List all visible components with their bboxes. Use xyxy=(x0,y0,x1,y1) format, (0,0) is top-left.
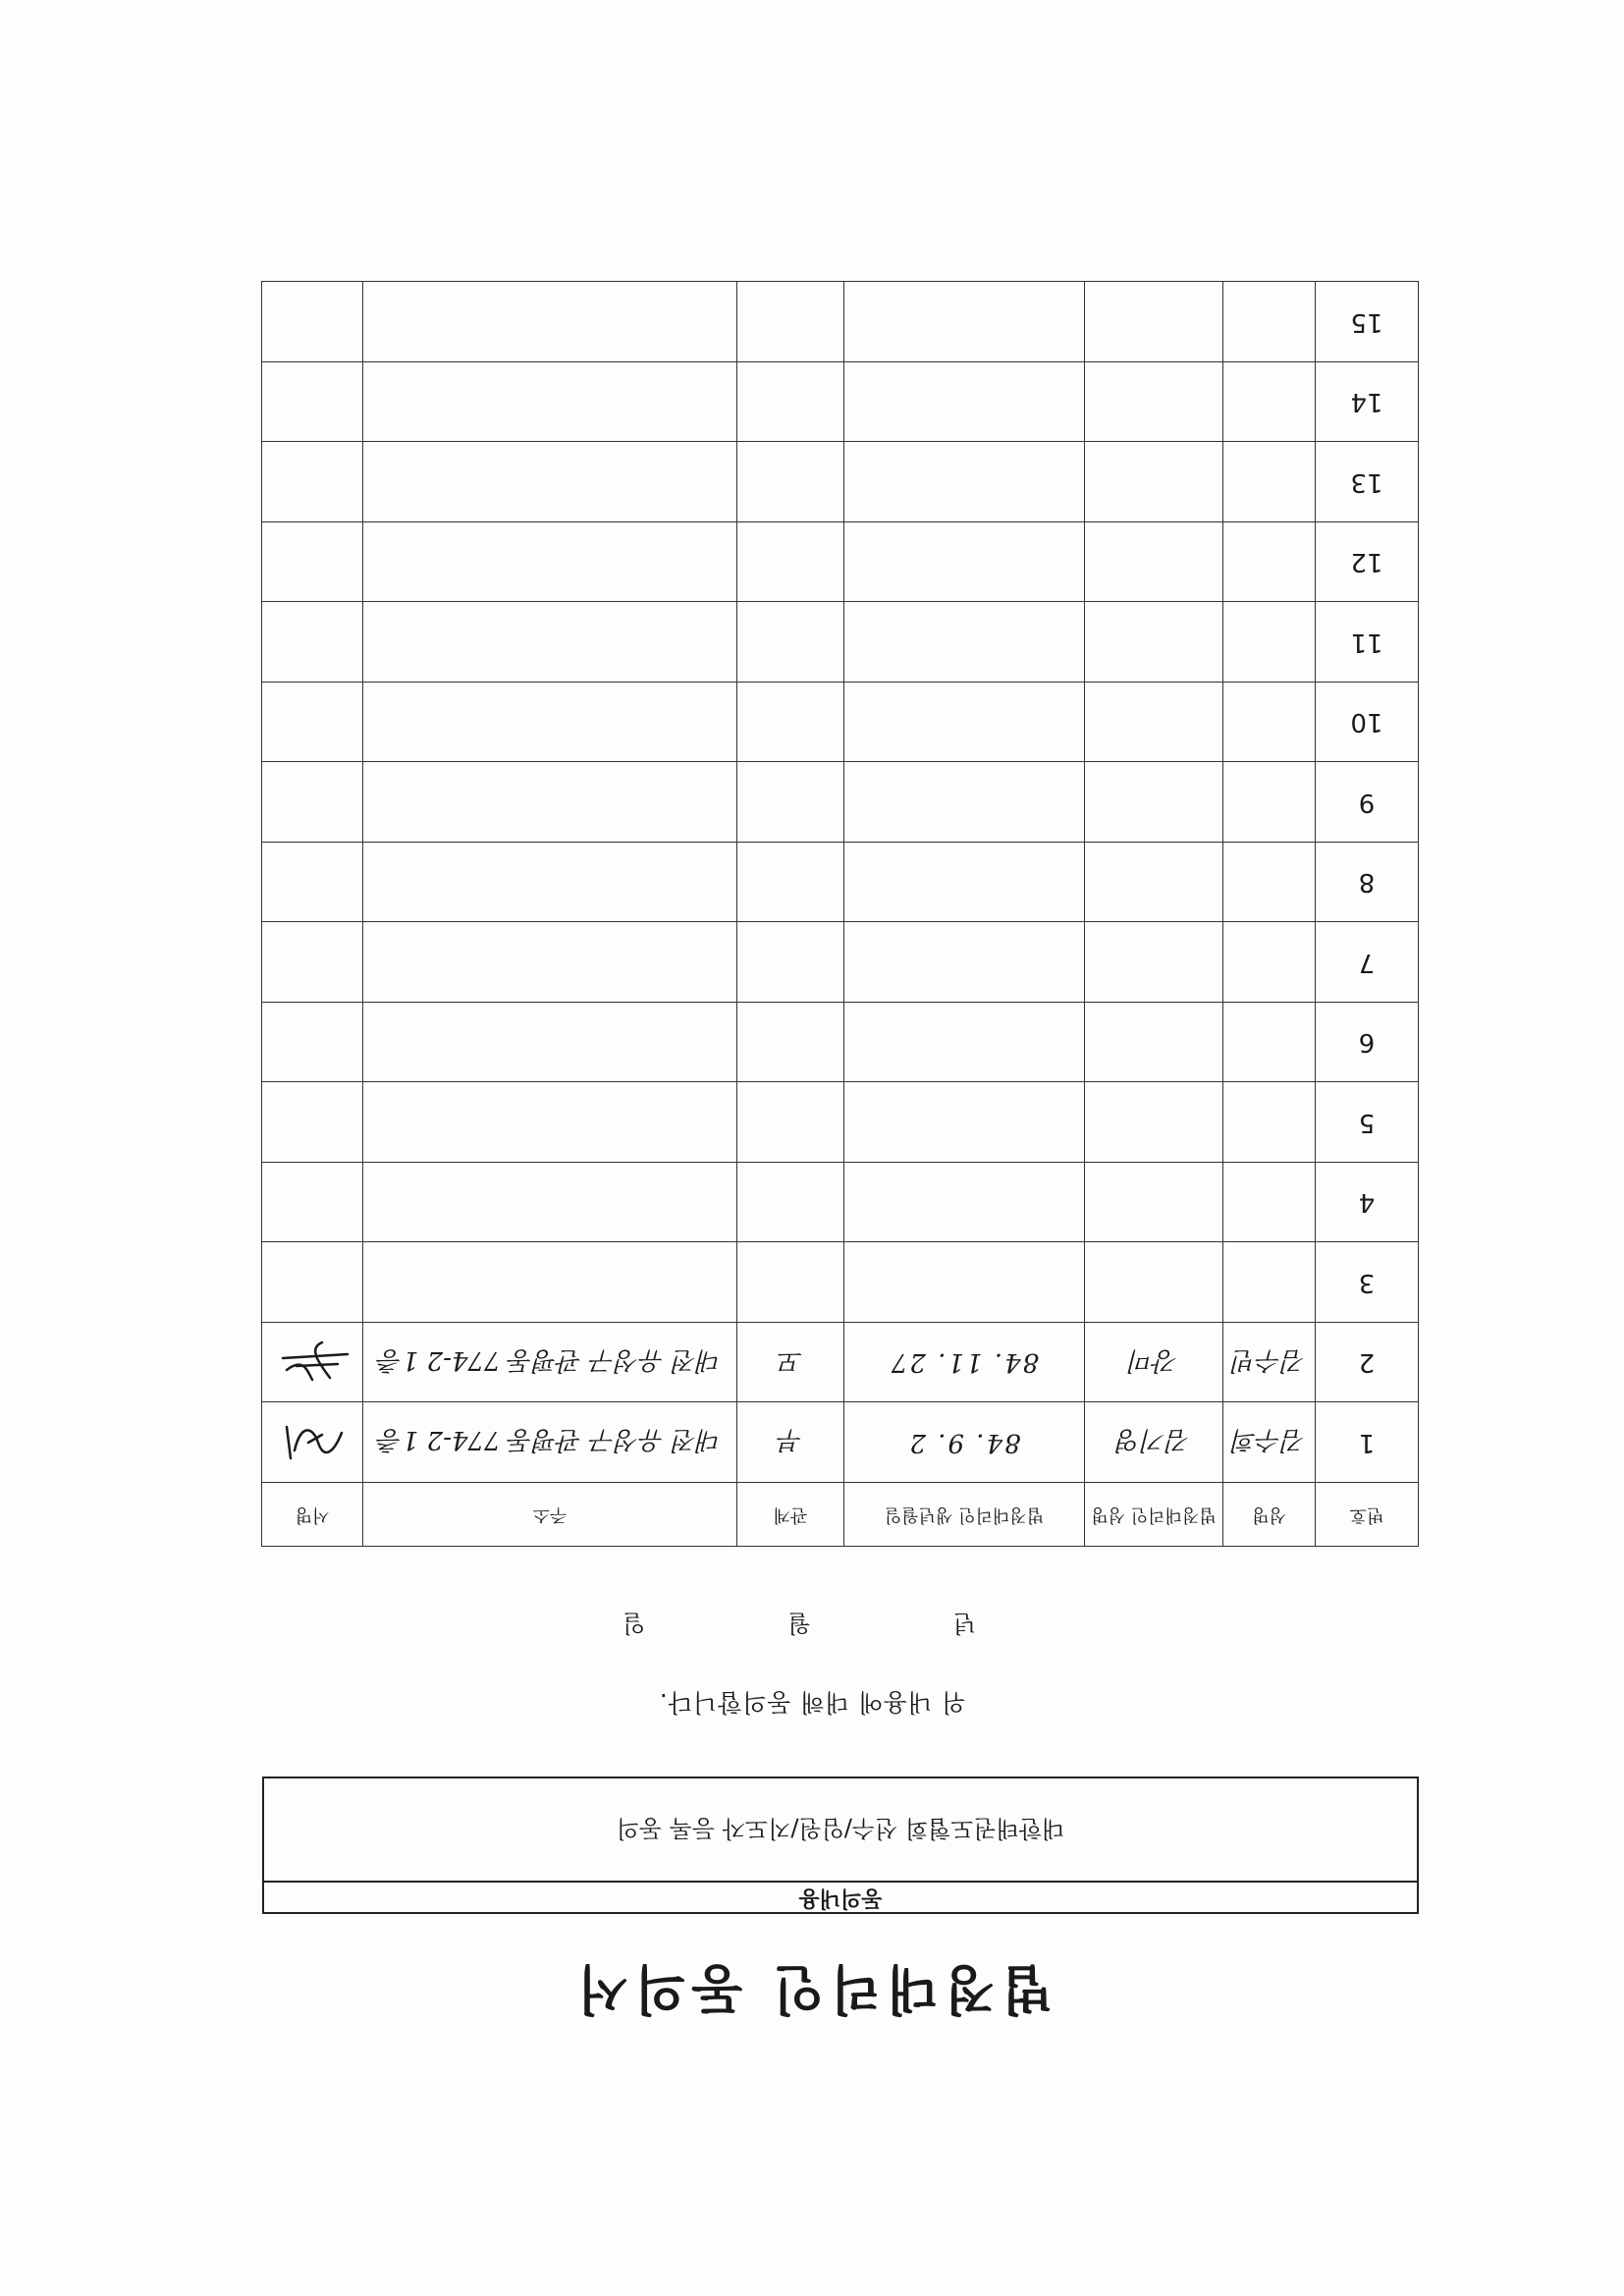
row-name xyxy=(1223,1003,1316,1083)
row-address xyxy=(363,602,737,683)
handwritten-signature xyxy=(273,1333,352,1392)
row-address xyxy=(363,1003,737,1083)
row-address xyxy=(363,442,737,522)
agreement-statement: 위 내용에 대해 동의합니다. xyxy=(658,1688,966,1717)
date-year-label: 년 xyxy=(952,1610,976,1637)
row-agent-name xyxy=(1085,602,1223,683)
row-address: 대전 유성구 관평동 774-2 1층 xyxy=(363,1402,737,1483)
row-agent-birth xyxy=(844,683,1085,763)
row-relation xyxy=(737,602,844,683)
row-relation xyxy=(737,442,844,522)
row-relation xyxy=(737,1003,844,1083)
row-name xyxy=(1223,683,1316,763)
row-address xyxy=(363,843,737,923)
table-row xyxy=(262,442,1419,522)
row-signature xyxy=(262,1163,363,1243)
table-row xyxy=(262,362,1419,443)
row-agent-birth xyxy=(844,843,1085,923)
date-line xyxy=(623,1609,976,1643)
row-relation xyxy=(737,1163,844,1243)
row-agent-name xyxy=(1085,282,1223,362)
row-agent-birth xyxy=(844,1003,1085,1083)
signature-stroke xyxy=(283,1342,348,1380)
row-signature xyxy=(262,922,363,1003)
row-agent-birth xyxy=(844,1082,1085,1163)
row-name: 김수희 xyxy=(1223,1402,1316,1483)
row-agent-birth xyxy=(844,602,1085,683)
row-signature xyxy=(262,762,363,843)
row-signature xyxy=(262,282,363,362)
row-name: 김수빈 xyxy=(1223,1323,1316,1403)
row-number: 1 xyxy=(1316,1402,1419,1483)
row-address xyxy=(363,282,737,362)
row-agent-name xyxy=(1085,683,1223,763)
row-number: 4 xyxy=(1316,1163,1419,1243)
row-relation xyxy=(737,1082,844,1163)
consent-content-header: 동의내용 xyxy=(264,1881,1417,1912)
row-address: 대전 유성구 관평동 774-2 1층 xyxy=(363,1323,737,1403)
row-number: 7 xyxy=(1316,922,1419,1003)
table-row xyxy=(262,1242,1419,1323)
row-address xyxy=(363,1163,737,1243)
row-relation: 부 xyxy=(737,1402,844,1483)
row-relation xyxy=(737,1242,844,1323)
row-address xyxy=(363,762,737,843)
row-name xyxy=(1223,1163,1316,1243)
row-signature xyxy=(262,1003,363,1083)
row-agent-birth xyxy=(844,282,1085,362)
row-number: 5 xyxy=(1316,1082,1419,1163)
consent-content-text: 대한태권도협회 선수/임원/지도자 등록 동의 xyxy=(616,1815,1065,1842)
row-agent-birth xyxy=(844,522,1085,603)
row-address xyxy=(363,522,737,603)
row-address xyxy=(363,1242,737,1323)
row-agent-birth xyxy=(844,1163,1085,1243)
row-relation xyxy=(737,843,844,923)
row-number: 14 xyxy=(1316,362,1419,443)
row-agent-name xyxy=(1085,762,1223,843)
row-signature xyxy=(262,522,363,603)
document-title: 법정대리인 동의서 xyxy=(570,1958,1054,2020)
row-address xyxy=(363,683,737,763)
row-relation xyxy=(737,762,844,843)
table-row xyxy=(262,602,1419,683)
table-row xyxy=(262,1402,1419,1483)
row-number: 13 xyxy=(1316,442,1419,522)
row-agent-birth xyxy=(844,922,1085,1003)
table-header-row xyxy=(262,1483,1419,1547)
table-row xyxy=(262,1082,1419,1163)
table-row xyxy=(262,1323,1419,1403)
table-row xyxy=(262,683,1419,763)
row-name xyxy=(1223,1242,1316,1323)
signature-stroke xyxy=(287,1427,342,1458)
row-number: 3 xyxy=(1316,1242,1419,1323)
handwritten-signature xyxy=(273,1413,352,1472)
row-signature xyxy=(262,1242,363,1323)
row-signature xyxy=(262,1082,363,1163)
consent-content-box xyxy=(262,1777,1419,1914)
header-agent-name: 법정대리인 성명 xyxy=(1085,1483,1223,1547)
date-day-label: 일 xyxy=(623,1610,646,1637)
row-agent-name xyxy=(1085,843,1223,923)
row-number: 6 xyxy=(1316,1003,1419,1083)
row-name xyxy=(1223,522,1316,603)
row-signature xyxy=(262,683,363,763)
row-name xyxy=(1223,282,1316,362)
row-agent-birth: 84. 11. 27 xyxy=(844,1323,1085,1403)
row-agent-name xyxy=(1085,522,1223,603)
row-signature xyxy=(262,843,363,923)
row-agent-name xyxy=(1085,1242,1223,1323)
row-name xyxy=(1223,1082,1316,1163)
header-relation: 관계 xyxy=(737,1483,844,1547)
guardian-roster-table xyxy=(261,282,1419,1548)
header-address: 주소 xyxy=(363,1483,737,1547)
header-number: 번호 xyxy=(1316,1483,1419,1547)
row-name xyxy=(1223,843,1316,923)
row-agent-name xyxy=(1085,1082,1223,1163)
row-number: 9 xyxy=(1316,762,1419,843)
row-address xyxy=(363,362,737,443)
row-agent-birth xyxy=(844,362,1085,443)
row-signature xyxy=(262,362,363,443)
row-number: 11 xyxy=(1316,602,1419,683)
row-agent-birth xyxy=(844,442,1085,522)
row-number: 10 xyxy=(1316,683,1419,763)
row-agent-name: 김기영 xyxy=(1085,1402,1223,1483)
table-row xyxy=(262,1163,1419,1243)
row-signature xyxy=(262,1323,363,1403)
date-month-label: 월 xyxy=(787,1610,811,1637)
row-name xyxy=(1223,362,1316,443)
row-relation xyxy=(737,282,844,362)
row-number: 8 xyxy=(1316,843,1419,923)
row-name xyxy=(1223,922,1316,1003)
row-name xyxy=(1223,762,1316,843)
row-agent-name: 강미 xyxy=(1085,1323,1223,1403)
row-address xyxy=(363,1082,737,1163)
row-relation: 모 xyxy=(737,1323,844,1403)
table-row xyxy=(262,922,1419,1003)
table-row xyxy=(262,762,1419,843)
row-address xyxy=(363,922,737,1003)
row-agent-name xyxy=(1085,442,1223,522)
row-agent-name xyxy=(1085,1003,1223,1083)
row-signature xyxy=(262,602,363,683)
row-agent-birth xyxy=(844,762,1085,843)
row-name xyxy=(1223,602,1316,683)
row-number: 15 xyxy=(1316,282,1419,362)
table-row xyxy=(262,282,1419,362)
header-name: 성명 xyxy=(1223,1483,1316,1547)
header-agent-birth: 법정대리인 생년월일 xyxy=(844,1483,1085,1547)
row-name xyxy=(1223,442,1316,522)
row-agent-name xyxy=(1085,362,1223,443)
table-row xyxy=(262,1003,1419,1083)
header-signature: 서명 xyxy=(262,1483,363,1547)
table-row xyxy=(262,843,1419,923)
row-agent-name xyxy=(1085,922,1223,1003)
row-relation xyxy=(737,522,844,603)
row-agent-name xyxy=(1085,1163,1223,1243)
row-number: 12 xyxy=(1316,522,1419,603)
row-relation xyxy=(737,683,844,763)
row-signature xyxy=(262,1402,363,1483)
row-agent-birth xyxy=(844,1242,1085,1323)
row-number: 2 xyxy=(1316,1323,1419,1403)
row-relation xyxy=(737,362,844,443)
row-relation xyxy=(737,922,844,1003)
row-signature xyxy=(262,442,363,522)
table-row xyxy=(262,522,1419,603)
row-agent-birth: 84. 9. 2 xyxy=(844,1402,1085,1483)
